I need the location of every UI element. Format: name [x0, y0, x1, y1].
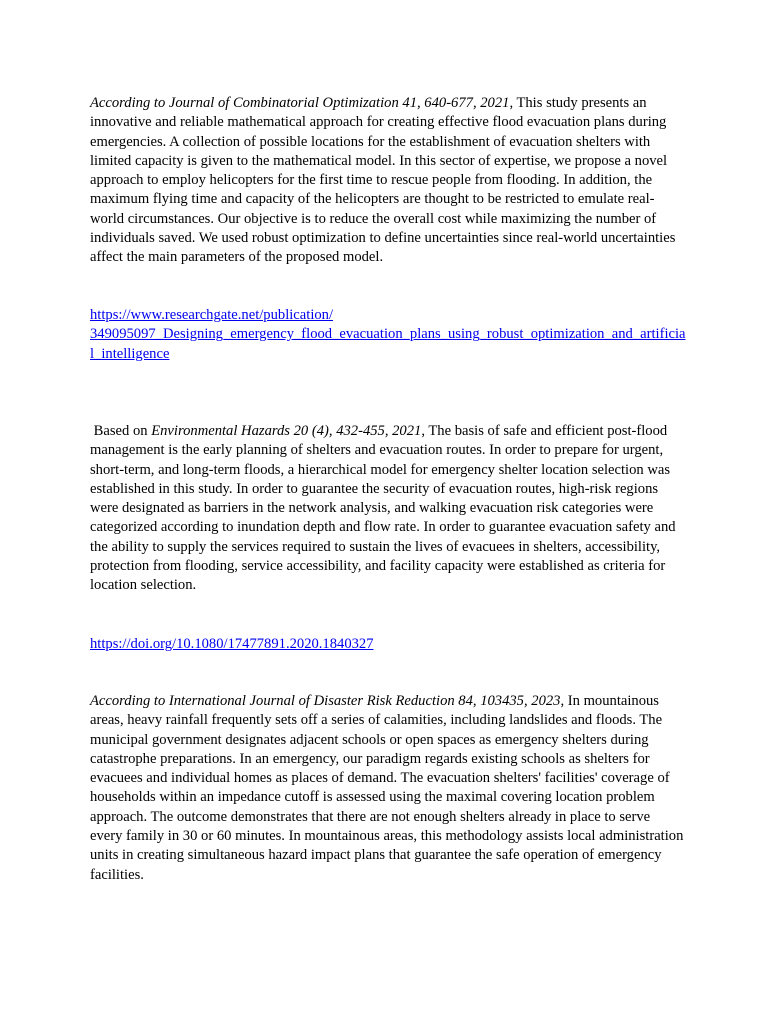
entry-3-paragraph	[90, 692, 686, 885]
entry-3-body: , In mountainous areas, heavy rainfall frequently sets off a series of calamities, including landslides and floods. The municipal government designates adjacent schools or open spaces as emergency shelters during catastrophe preparations. In an emergency, our paradigm regards existing schools as shelters for evacuees and individual homes as places of demand. The evacuation shelters' facilities' coverage of households within an impedance cutoff is assessed using the maximal covering location problem approach. The outcome demonstrates that there are not enough shelters already in place to serve every family in 30 or 60 minutes. In mountainous areas, this methodology assists local administration units in creating simultaneous hazard impact plans that guarantee the safe operation of emergency facilities.	[90, 693, 684, 883]
entry-2-body: , The basis of safe and efficient post-flood management is the early planning of shelters and evacuation routes. In order to prepare for urgent, short-term, and long-term floods, a hierarchical model for emergency shelter location selection was established in this study. In order to guarantee the security of evacuation routes, high-risk regions were designated as barriers in the network analysis, and walking evacuation risk categories were categorized according to inundation depth and flow rate. In order to guarantee evacuation safety and the ability to supply the services required to sustain the lives of evacuees in shelters, accessibility, protection from flooding, service accessibility, and facility capacity were established as criteria for location selection.	[90, 423, 676, 594]
entry-1-body: , This study presents an innovative and reliable mathematical approach for creating effective flood evacuation plans during emergencies. A collection of possible locations for the establishment of evacuation shelters with limited capacity is given to the mathematical model. In this sector of expertise, we propose a novel approach to employ helicopters for the first time to rescue people from flooding. In addition, the maximum flying time and capacity of the helicopters are thought to be restricted to emulate real-world circumstances. Our objective is to reduce the overall cost while maximizing the number of individuals saved. We used robust optimization to define uncertainties since real-world uncertainties affect the main parameters of the proposed model.	[90, 95, 676, 266]
entry-1-text	[90, 94, 686, 268]
entry-3-text	[90, 692, 686, 885]
entry-2-citation: Environmental Hazards 20 (4), 432-455, 2021	[151, 423, 422, 439]
entry-1-link-block	[90, 306, 686, 364]
entry-1-link-line-1[interactable]: https://www.researchgate.net/publication/	[90, 307, 334, 323]
entry-2-paragraph	[90, 422, 686, 596]
entry-2-link-block	[90, 635, 686, 654]
entry-1-link-line-2[interactable]: 349095097_Designing_emergency_flood_evacuation_plans_using_robust_optimization_and_artificial_intelligence	[90, 326, 686, 362]
entry-3-citation: According to International Journal of Disaster Risk Reduction 84, 103435, 2023	[90, 693, 561, 709]
entry-1-citation: According to Journal of Combinatorial Optimization 41, 640-677, 2021	[90, 95, 510, 111]
entry-2-lead: Based on	[90, 423, 152, 439]
entry-2-text	[90, 422, 686, 596]
entry-2-link[interactable]: https://doi.org/10.1080/17477891.2020.1840327	[90, 636, 374, 652]
entry-1-paragraph	[90, 94, 686, 268]
